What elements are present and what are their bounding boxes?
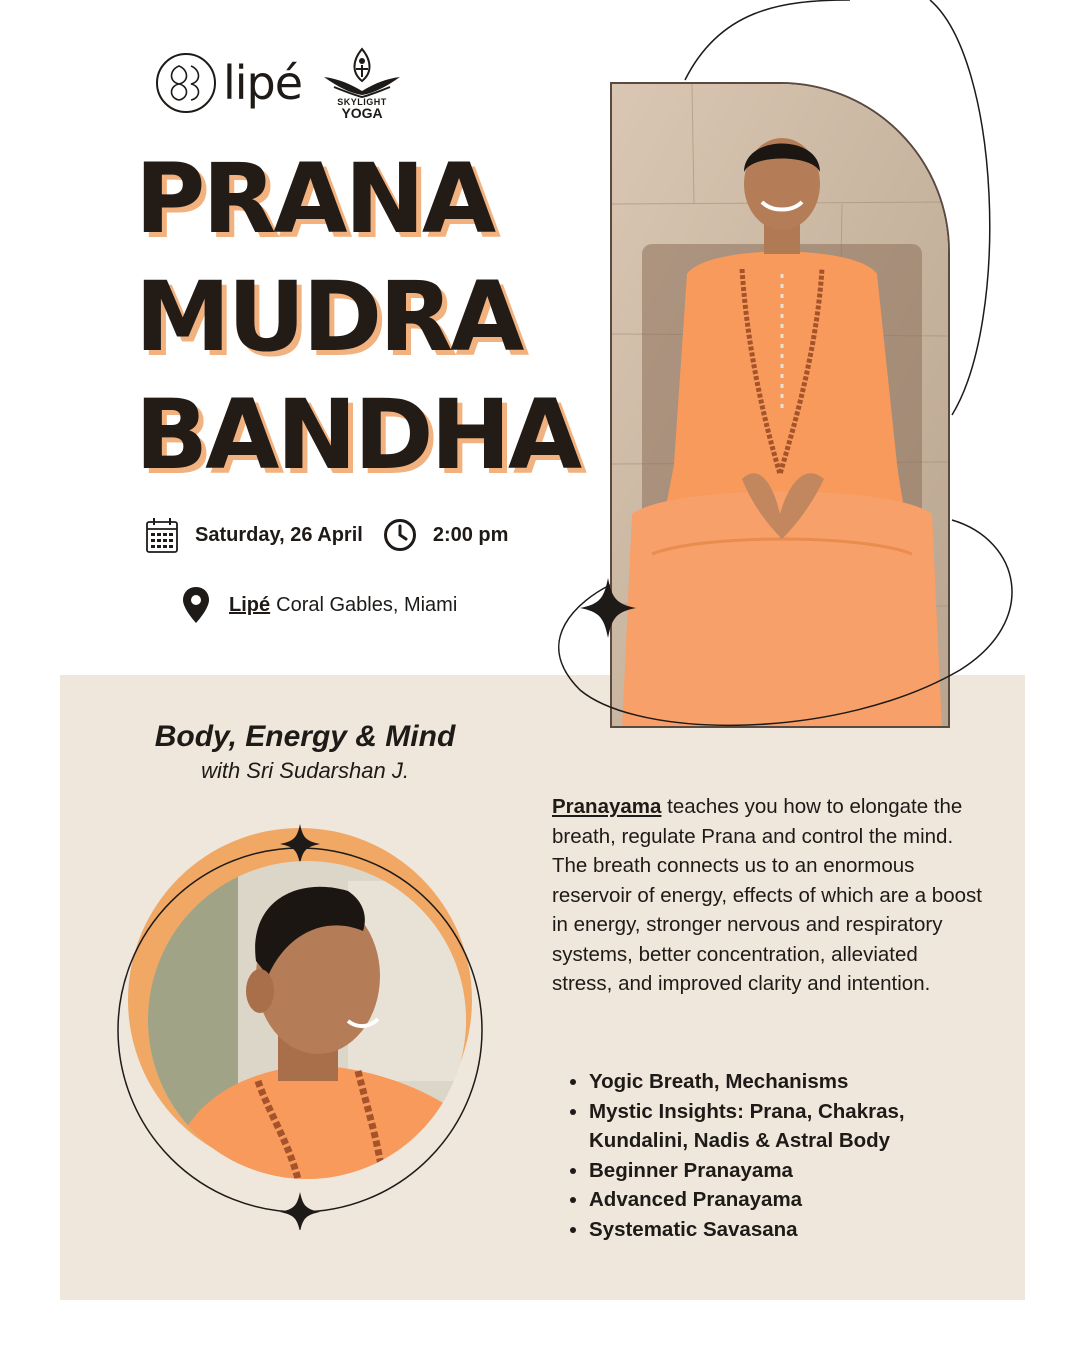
event-title [135, 140, 580, 494]
lotus-meditation-icon [320, 47, 404, 101]
map-pin-icon [182, 586, 210, 624]
seated-yogi-illustration [612, 84, 950, 728]
session-subtitle [60, 720, 550, 784]
pranayama-link[interactable]: Pranayama [552, 795, 662, 818]
lipe-monogram-icon [155, 52, 217, 114]
event-location: Coral Gables, Miami [276, 593, 458, 616]
teacher-portrait-illustration [148, 861, 466, 1179]
list-item: • Mystic Insights: Prana, Chakras, Kundalini, Nadis & Astral Body [589, 1097, 1009, 1156]
lipe-logo [155, 52, 302, 114]
title-line-1: PRANA [135, 143, 494, 255]
description-text [552, 792, 982, 999]
event-date: Saturday, 26 April [195, 523, 363, 546]
skylight-yoga-logo [320, 47, 404, 119]
session-heading: Body, Energy & Mind [154, 720, 456, 753]
venue-link[interactable]: Lipé [229, 593, 271, 616]
topics-list [565, 1067, 1009, 1244]
event-time: 2:00 pm [432, 523, 509, 546]
teacher-portrait [148, 861, 466, 1179]
location-row [182, 586, 457, 624]
title-line-3: BANDHA [135, 379, 580, 491]
list-item: • Beginner Pranayama [589, 1156, 1009, 1186]
calendar-icon [145, 516, 179, 554]
list-item: • Yogic Breath, Mechanisms [589, 1067, 1009, 1097]
yoga-label: YOGA [341, 105, 383, 121]
clock-icon [383, 518, 417, 552]
lipe-wordmark: lipé [223, 56, 303, 110]
title-line-2: MUDRA [135, 261, 522, 373]
description-body: teaches you how to elongate the breath, regulate Prana and control the mind. The breath connects us to an enormous reservoir of energy, effects of which are a boost in energy, stronger nervous and respiratory systems, better concentration, alleviated stress, and improved clarity and intention. [552, 795, 982, 995]
date-time-row [145, 516, 508, 554]
skylight-label: SKYLIGHT [337, 97, 387, 107]
list-item: • Advanced Pranayama [589, 1185, 1009, 1215]
teacher-name: with Sri Sudarshan J. [201, 758, 409, 783]
logo-row [155, 38, 404, 128]
instructor-photo [610, 82, 950, 728]
list-item: • Systematic Savasana [589, 1215, 1009, 1245]
